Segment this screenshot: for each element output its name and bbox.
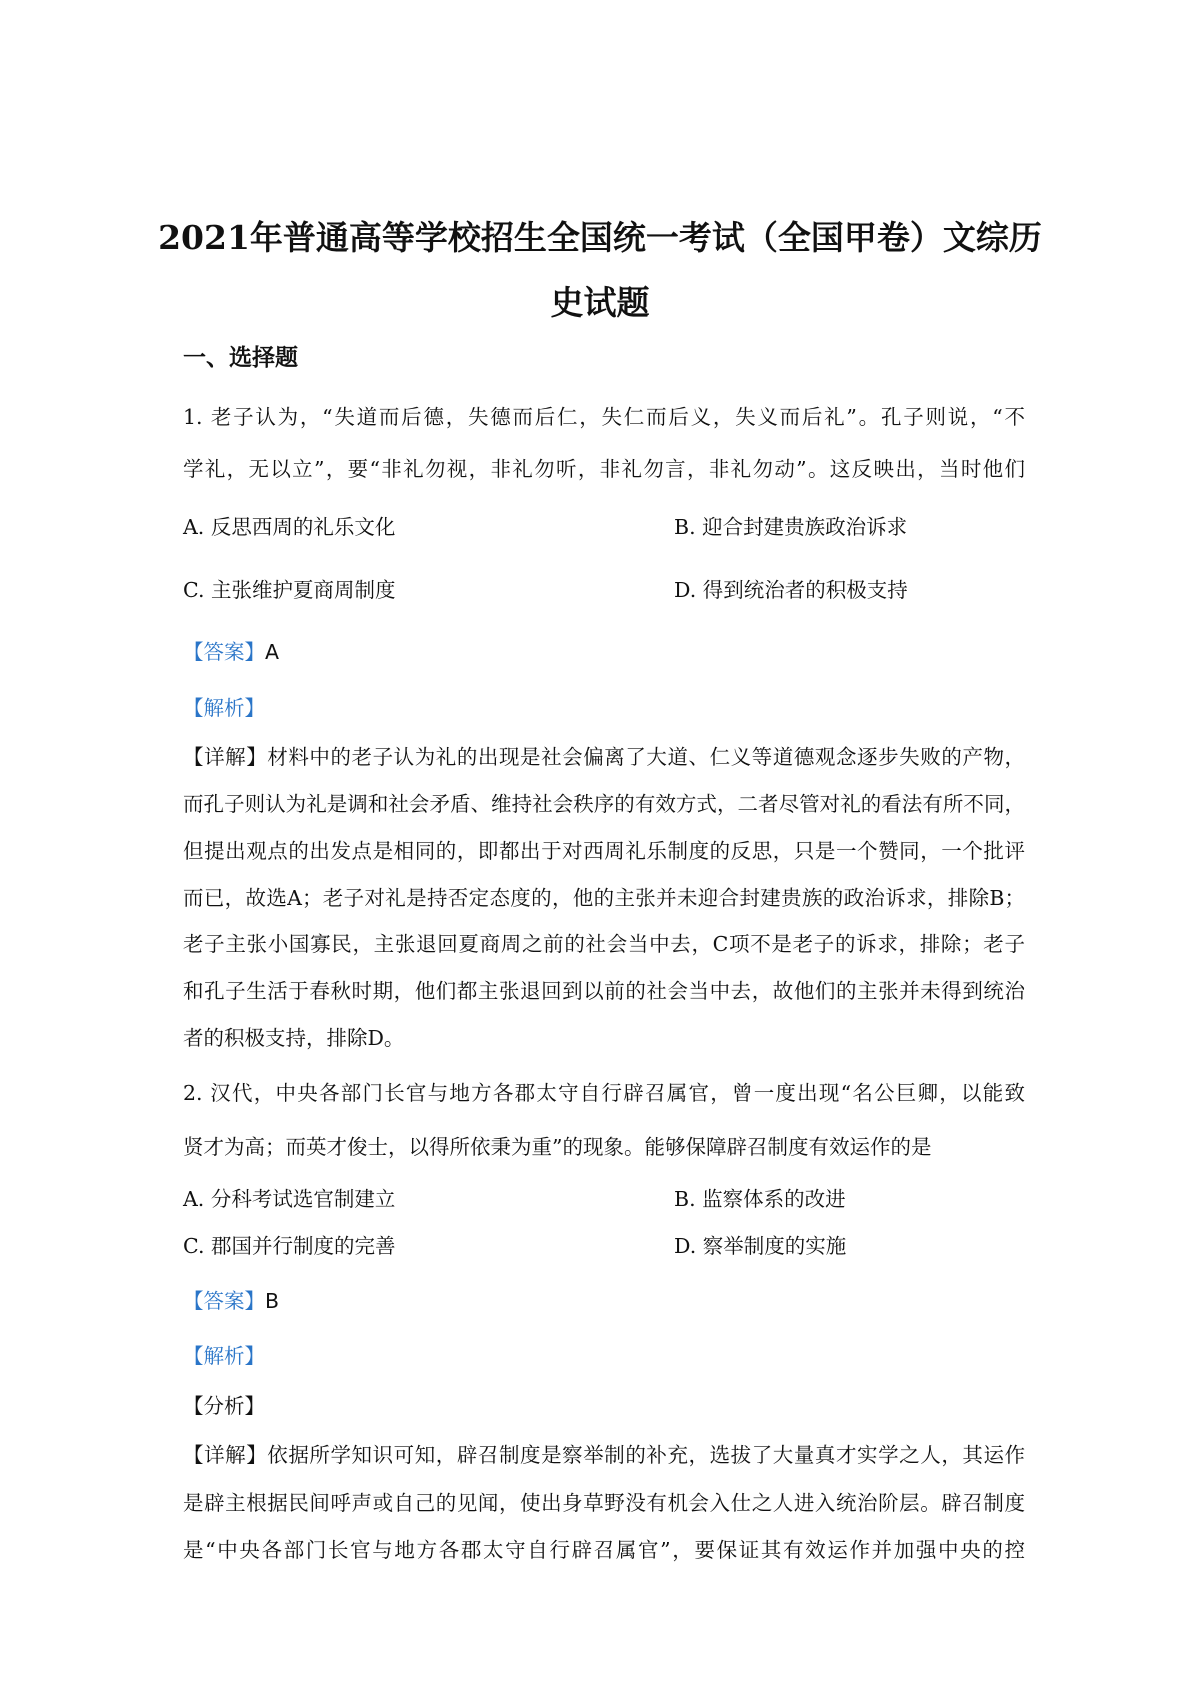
question-1-stem-cont: 学礼，无以立”，要“非礼勿视，非礼勿听，非礼勿言，非礼勿动”。这反映出，当时他们 [183, 457, 1025, 481]
question-2-answer [183, 1286, 1025, 1316]
question-1-option-a: A. 反思西周的礼乐文化 [183, 515, 396, 539]
section-heading: 一、选择题 [183, 344, 298, 371]
question-1-stem: 1. 老子认为，“失道而后德，失德而后仁，失仁而后义，失义而后礼”。孔子则说，“不 [183, 405, 1025, 429]
question-1-detail-line: 而孔子则认为礼是调和社会矛盾、维持社会秩序的有效方式，二者尽管对礼的看法有所不同， [183, 792, 1025, 816]
question-1-analysis-tag: 【解析】 [183, 696, 265, 720]
question-2-option-a: A. 分科考试选官制建立 [183, 1187, 396, 1211]
question-1-detail-line: 者的积极支持，排除D。 [183, 1026, 405, 1050]
question-2-fenxi-tag: 【分析】 [183, 1394, 265, 1418]
answer-value: A [265, 640, 280, 664]
question-1-detail-line: 而已，故选A；老子对礼是持否定态度的，他的主张并未迎合封建贵族的政治诉求，排除B； [183, 886, 1025, 910]
question-1-answer [183, 637, 1025, 667]
question-2-option-d: D. 察举制度的实施 [674, 1234, 847, 1258]
question-1-detail-line: 老子主张小国寡民，主张退回夏商周之前的社会当中去，C项不是老子的诉求，排除；老子 [183, 932, 1025, 956]
answer-tag: 【答案】 [183, 640, 265, 664]
question-2-analysis-tag: 【解析】 [183, 1344, 265, 1368]
answer-value: B [265, 1289, 280, 1313]
question-1-option-c: C. 主张维护夏商周制度 [183, 578, 396, 602]
document-title: 2021年普通高等学校招生全国统一考试（全国甲卷）文综历 [158, 218, 1042, 257]
question-1-detail-line: 和孔子生活于春秋时期，他们都主张退回到以前的社会当中去，故他们的主张并未得到统治 [183, 979, 1025, 1003]
document-title-line2: 史试题 [550, 283, 650, 322]
question-1-detail-line: 但提出观点的出发点是相同的，即都出于对西周礼乐制度的反思，只是一个赞同，一个批评 [183, 839, 1025, 863]
question-2-stem-cont: 贤才为高；而英才俊士，以得所依秉为重”的现象。能够保障辟召制度有效运作的是 [183, 1135, 932, 1159]
question-2-detail-line: 是“中央各部门长官与地方各郡太守自行辟召属官”，要保证其有效运作并加强中央的控 [183, 1538, 1025, 1562]
question-2-detail [183, 1440, 1025, 1470]
question-1-detail [183, 742, 1025, 772]
question-2-detail-line: 是辟主根据民间呼声或自己的见闻，使出身草野没有机会入仕之人进入统治阶层。辟召制度 [183, 1491, 1025, 1515]
detail-tag: 【详解】 [183, 1443, 268, 1467]
detail-text: 依据所学知识可知，辟召制度是察举制的补充，选拔了大量真才实学之人，其运作 [267, 1443, 1026, 1467]
question-1-option-d: D. 得到统治者的积极支持 [674, 578, 908, 602]
question-2-option-c: C. 郡国并行制度的完善 [183, 1234, 396, 1258]
question-1-option-b: B. 迎合封建贵族政治诉求 [674, 515, 908, 539]
question-2-stem: 2. 汉代，中央各部门长官与地方各郡太守自行辟召属官，曾一度出现“名公巨卿，以能致 [183, 1081, 1025, 1105]
question-2-option-b: B. 监察体系的改进 [674, 1187, 846, 1211]
answer-tag: 【答案】 [183, 1289, 265, 1313]
detail-tag: 【详解】 [183, 745, 268, 769]
detail-text: 材料中的老子认为礼的出现是社会偏离了大道、仁义等道德观念逐步失败的产物， [267, 745, 1026, 769]
